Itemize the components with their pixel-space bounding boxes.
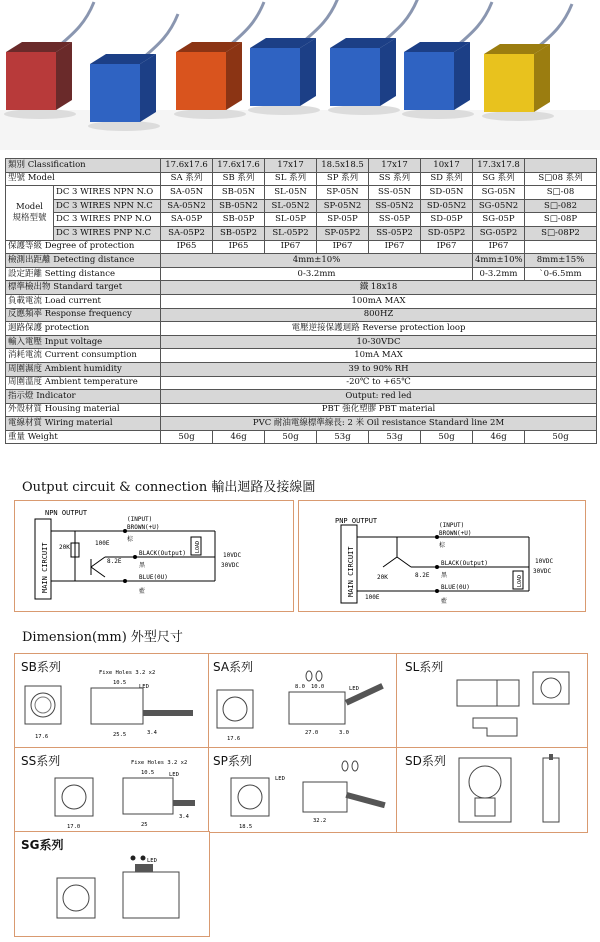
table-cell: SD-05N <box>421 186 473 200</box>
row-value: 100mA MAX <box>161 294 597 308</box>
table-cell: 17.6x17.6 <box>161 159 213 173</box>
table-cell: SG 系列 <box>473 172 525 186</box>
table-row <box>6 390 597 404</box>
table-cell: SA-05N <box>161 186 213 200</box>
table-cell: IP65 <box>213 240 265 254</box>
ss-title: SS系列 <box>21 754 61 768</box>
wiring-label: DC 3 WIRES NPN N.O <box>54 186 161 200</box>
table-cell: IP67 <box>369 240 421 254</box>
table-cell: 17.3x17.8 <box>473 159 525 173</box>
table-cell: 50g <box>161 430 213 444</box>
pnp-black-label: BLACK(Output) <box>441 560 488 567</box>
output-circuit-heading: Output circuit & connection 輸出迴路及接線圖 <box>22 480 316 495</box>
pnp-input-label: (INPUT) <box>439 522 465 529</box>
ss-fix: Fixe Holes 3.2 x2 <box>131 760 188 766</box>
row-value: -20℃ to +65℃ <box>161 376 597 390</box>
npn-input-label: (INPUT) <box>127 516 153 523</box>
pnp-main-label: MAIN CIRCUIT <box>347 546 355 597</box>
table-row <box>6 199 597 213</box>
sb-title: SB系列 <box>21 660 61 674</box>
table-cell: SB 系列 <box>213 172 265 186</box>
table-row <box>6 430 597 444</box>
table-row <box>6 172 597 186</box>
specification-table <box>5 158 597 444</box>
ss-led: LED <box>169 772 179 778</box>
row-label: 標準檢出物 Standard target <box>6 281 161 295</box>
sg-title: SG系列 <box>21 838 64 852</box>
model-spec-zh: 規格型號 <box>12 212 47 223</box>
sd-title: SD系列 <box>405 754 446 768</box>
table-cell: SL-05N2 <box>265 199 317 213</box>
sa-d4: 3.0 <box>339 730 349 736</box>
npn-title: NPN OUTPUT <box>45 509 88 517</box>
table-cell: SB-05N2 <box>213 199 265 213</box>
pnp-r2: 100E <box>365 594 380 601</box>
row-label: 周圍溫度 Ambient temperature <box>6 376 161 390</box>
table-cell: IP67 <box>473 240 525 254</box>
table-cell: S□-08P <box>525 213 597 227</box>
pnp-blue-zh: 藍 <box>441 598 448 605</box>
table-cell: 18.5x18.5 <box>317 159 369 173</box>
pnp-r3: 8.2E <box>415 572 430 579</box>
row-value: Output: red led <box>161 390 597 404</box>
sl-title: SL系列 <box>405 660 444 674</box>
row-value: 10-30VDC <box>161 335 597 349</box>
table-cell: 46g <box>213 430 265 444</box>
table-cell: 46g <box>473 430 525 444</box>
ss-d4: 3.4 <box>179 814 189 820</box>
table-row <box>6 226 597 240</box>
row-value: PVC 耐油電線標準線長: 2 米 Oil resistance Standard line 2M <box>161 417 597 431</box>
table-cell: IP67 <box>265 240 317 254</box>
sl-dimension-panel <box>396 653 588 749</box>
table-cell: 4mm±10% <box>161 254 473 268</box>
row-label: 設定距離 Setting distance <box>6 267 161 281</box>
row-label: 重量 Weight <box>6 430 161 444</box>
table-cell: `0-6.5mm <box>525 267 597 281</box>
table-cell: 50g <box>421 430 473 444</box>
table-cell: 0-3.2mm <box>161 267 473 281</box>
table-cell: 4mm±10% <box>473 254 525 268</box>
pnp-brown-zh: 棕 <box>439 542 446 549</box>
sp-title: SP系列 <box>213 754 252 768</box>
npn-main-label: MAIN CIRCUIT <box>41 542 49 593</box>
table-row <box>6 213 597 227</box>
npn-brown-zh: 棕 <box>127 536 134 543</box>
table-cell: SP-05P <box>317 213 369 227</box>
sa-dimension-panel <box>208 653 398 749</box>
row-label: 指示燈 Indicator <box>6 390 161 404</box>
sd-dimension-panel <box>396 747 588 833</box>
sb-d3: 3.4 <box>147 730 157 736</box>
table-row <box>6 376 597 390</box>
pnp-circuit-panel <box>298 500 586 612</box>
row-label: 消耗電流 Current consumption <box>6 349 161 363</box>
row-value: 鐵 18x18 <box>161 281 597 295</box>
table-cell: IP67 <box>317 240 369 254</box>
table-row <box>6 308 597 322</box>
row-label: 迴路保護 protection <box>6 322 161 336</box>
table-cell: S□-08P2 <box>525 226 597 240</box>
table-cell: 17x17 <box>369 159 421 173</box>
table-cell: SG-05P <box>473 213 525 227</box>
npn-black-zh: 黑 <box>139 562 146 569</box>
sp-d1: 32.2 <box>313 818 327 824</box>
table-cell: SS-05N2 <box>369 199 421 213</box>
npn-v1: 10VDC <box>223 552 242 559</box>
table-cell: S□-082 <box>525 199 597 213</box>
table-row <box>6 362 597 376</box>
row-label: 型號 Model <box>6 172 161 186</box>
wiring-label: DC 3 WIRES PNP N.C <box>54 226 161 240</box>
table-row <box>6 254 597 268</box>
table-cell: IP65 <box>161 240 213 254</box>
npn-load: LOAD <box>195 540 201 553</box>
wiring-label: DC 3 WIRES NPN N.C <box>54 199 161 213</box>
row-value: 39 to 90% RH <box>161 362 597 376</box>
row-label: 外殼材質 Housing material <box>6 403 161 417</box>
table-cell: SD-05P <box>421 213 473 227</box>
table-cell: SS-05P2 <box>369 226 421 240</box>
npn-circuit-panel <box>14 500 294 612</box>
table-cell: 8mm±15% <box>525 254 597 268</box>
ss-d1: 10.5 <box>141 770 155 776</box>
sa-d1: 8.0 <box>295 684 305 690</box>
sa-title: SA系列 <box>213 660 254 674</box>
npn-r3: 8.2E <box>107 558 122 565</box>
table-cell: SS-05P <box>369 213 421 227</box>
npn-brown-label: BROWN(+U) <box>127 524 160 531</box>
sa-d3: 27.0 <box>305 730 319 736</box>
row-label: 輸入電壓 Input voltage <box>6 335 161 349</box>
table-cell: SD-05N2 <box>421 199 473 213</box>
row-value: 800HZ <box>161 308 597 322</box>
ss-dimension-panel <box>14 747 210 833</box>
row-value: 10mA MAX <box>161 349 597 363</box>
row-label: 周圍濕度 Ambient humidity <box>6 362 161 376</box>
table-cell: SP-05N2 <box>317 199 369 213</box>
table-cell <box>525 240 597 254</box>
table-cell: SS-05N <box>369 186 421 200</box>
sg-dimension-panel <box>14 831 210 937</box>
row-value: PBT 強化塑膠 PBT material <box>161 403 597 417</box>
table-row <box>6 322 597 336</box>
npn-black-label: BLACK(Output) <box>139 550 186 557</box>
table-cell: SS 系列 <box>369 172 421 186</box>
table-row <box>6 159 597 173</box>
npn-r2: 100E <box>95 540 110 547</box>
sa-led: LED <box>349 686 359 692</box>
table-cell <box>525 159 597 173</box>
table-cell: SL-05P <box>265 213 317 227</box>
pnp-load: LOAD <box>517 574 523 587</box>
row-value: 電壓逆接保護迴路 Reverse protection loop <box>161 322 597 336</box>
sb-led: LED <box>139 684 149 690</box>
sg-led: LED <box>147 858 157 864</box>
table-row <box>6 240 597 254</box>
model-spec-en: Model <box>15 201 43 212</box>
sb-d1: 10.5 <box>113 680 127 686</box>
table-cell: SA-05P2 <box>161 226 213 240</box>
npn-circuit-diagram <box>15 501 293 611</box>
table-cell: SD 系列 <box>421 172 473 186</box>
table-cell: S□-08 <box>525 186 597 200</box>
row-label: 保護等級 Degree of protection <box>6 240 161 254</box>
sb-fix: Fixe Holes 3.2 x2 <box>99 670 156 676</box>
sa-d2: 10.0 <box>311 684 325 690</box>
table-cell: 50g <box>525 430 597 444</box>
table-cell: 0-3.2mm <box>473 267 525 281</box>
table-cell: SL-05P2 <box>265 226 317 240</box>
row-label: 類別 Classification <box>6 159 161 173</box>
pnp-v1: 10VDC <box>535 558 554 565</box>
table-cell: 10x17 <box>421 159 473 173</box>
ss-d3: 25 <box>141 822 148 828</box>
table-cell: SL-05N <box>265 186 317 200</box>
npn-r1: 20K <box>59 544 70 551</box>
table-cell: SP 系列 <box>317 172 369 186</box>
npn-v2: 30VDC <box>221 562 240 569</box>
table-cell: SP-05P2 <box>317 226 369 240</box>
pnp-r1: 20K <box>377 574 388 581</box>
table-cell: 17.6x17.6 <box>213 159 265 173</box>
dimension-heading: Dimension(mm) 外型尺寸 <box>22 630 183 645</box>
table-cell: IP67 <box>421 240 473 254</box>
table-cell: SG-05N <box>473 186 525 200</box>
row-label: 電線材質 Wiring material <box>6 417 161 431</box>
table-cell: SB-05N <box>213 186 265 200</box>
pnp-v2: 30VDC <box>533 568 552 575</box>
pnp-brown-label: BROWN(+U) <box>439 530 472 537</box>
sb-d2: 25.5 <box>113 732 127 738</box>
pnp-circuit-diagram <box>299 501 585 611</box>
table-cell: 53g <box>369 430 421 444</box>
table-row <box>6 281 597 295</box>
product-photo-strip <box>0 0 600 150</box>
npn-blue-label: BLUE(0U) <box>139 574 168 581</box>
table-cell: 53g <box>317 430 369 444</box>
sp-dimension-panel <box>208 747 398 833</box>
table-cell: SG-05P2 <box>473 226 525 240</box>
row-label: 檢測出距離 Detecting distance <box>6 254 161 268</box>
table-cell: SA-05P <box>161 213 213 227</box>
table-row <box>6 186 597 200</box>
table-row <box>6 335 597 349</box>
row-label: 反應頻率 Response frequency <box>6 308 161 322</box>
sp-d2: 18.5 <box>239 824 253 830</box>
table-cell: SB-05P2 <box>213 226 265 240</box>
table-cell: 17x17 <box>265 159 317 173</box>
table-row <box>6 417 597 431</box>
table-cell: SP-05N <box>317 186 369 200</box>
table-cell: S□08 系列 <box>525 172 597 186</box>
sb-d4: 17.6 <box>35 734 49 740</box>
table-row <box>6 294 597 308</box>
table-row <box>6 267 597 281</box>
npn-blue-zh: 藍 <box>139 588 146 595</box>
table-row <box>6 349 597 363</box>
table-cell: SL 系列 <box>265 172 317 186</box>
sp-led: LED <box>275 776 285 782</box>
sb-dimension-panel <box>14 653 210 749</box>
table-cell: SA-05N2 <box>161 199 213 213</box>
wiring-label: DC 3 WIRES PNP N.O <box>54 213 161 227</box>
table-row <box>6 403 597 417</box>
pnp-black-zh: 黑 <box>441 572 448 579</box>
pnp-title: PNP OUTPUT <box>335 517 378 525</box>
table-cell: SB-05P <box>213 213 265 227</box>
ss-d2: 17.0 <box>67 824 81 830</box>
model-spec-label <box>6 186 54 240</box>
table-cell: SD-05P2 <box>421 226 473 240</box>
table-cell: SA 系列 <box>161 172 213 186</box>
table-cell: 50g <box>265 430 317 444</box>
pnp-blue-label: BLUE(0U) <box>441 584 470 591</box>
table-cell: SG-05N2 <box>473 199 525 213</box>
sa-d5: 17.6 <box>227 736 241 742</box>
row-label: 負載電流 Load current <box>6 294 161 308</box>
